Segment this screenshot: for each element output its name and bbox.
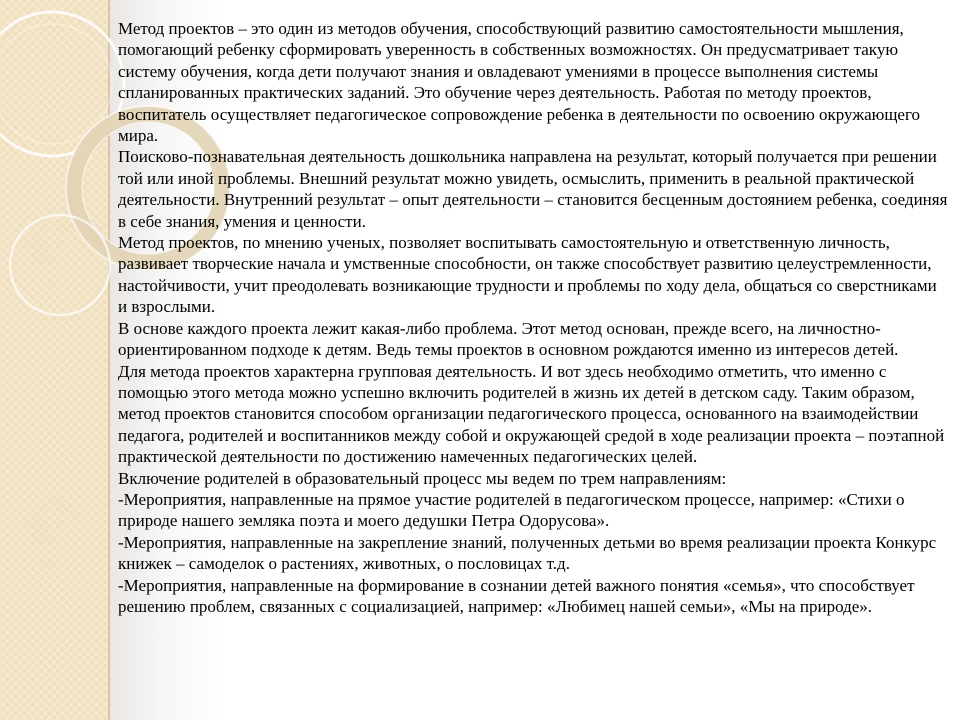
paragraph-family-concept: -Мероприятия, направленные на формирование в сознании детей важного понятия «семья», что способствует решению проблем, связанных с социализацией, например: «Любимец нашей семьи», «Мы на природе». bbox=[118, 575, 915, 616]
paragraph-project-problem: В основе каждого проекта лежит какая-либо проблема. Этот метод основан, прежде всего, на личностно-ориентированном подходе к детям. Ведь темы проектов в основном рождаются именно из интересов детей. bbox=[118, 318, 899, 360]
document-text bbox=[118, 18, 948, 718]
paragraph-search-cognitive-activity: Поисково-познавательная деятельность дошкольника направлена на результат, который получается при решении той или иной проблемы. Внешний результат можно увидеть, осмыслить, применить в реальной практической деятельности. Внутренний результат – опыт деятельности – становится бесценным достоянием ребенка, соединяя в себе знания, умения и ценности. bbox=[118, 147, 948, 231]
paragraph-scientists-opinion: Метод проектов, по мнению ученых, позволяет воспитывать самостоятельную и ответственную личность, развивает творческие начала и умственные способности, он также способствует развитию целеустремленности, настойчивости, учит преодолевать возникающие трудности и проблемы по ходу дела, общаться со сверстниками и взрослыми. bbox=[118, 233, 937, 317]
paragraph-knowledge-consolidation: -Мероприятия, направленные на закрепление знаний, полученных детьми во время реализации проекта Конкурс книжек – самоделок о растениях, животных, о пословицах т.д. bbox=[118, 532, 937, 574]
paragraph-direct-participation: -Мероприятия, направленные на прямое участие родителей в педагогическом процессе, например: «Стихи о природе нашего земляка поэта и моего дедушки Петра Одорусова». bbox=[118, 489, 905, 531]
paragraph-project-method-definition: Метод проектов – это один из методов обучения, способствующий развитию самостоятельности мышления, помогающий ребенку сформировать уверенность в собственных возможностях. Он предусматривает такую систему обучения, когда дети получают знания и овладевают умениями в процессе выполнения системы спланированных практических заданий. Это обучение через деятельность. Работая по методу проектов, воспитатель осуществляет педагогическое сопровождение ребенка в деятельности по освоению окружающего мира. bbox=[118, 19, 921, 146]
paragraph-group-activity: Для метода проектов характерна групповая деятельность. И вот здесь необходимо отметить, что именно с помощью этого метода можно успешно включить родителей в жизнь их детей в детском саду. Таким образом, метод проектов становится способом организации педагогического процесса, основанного на взаимодействии педагога, родителей и воспитанников между собой и окружающей средой в ходе реализации проекта – поэтапной практической деятельности по достижению намеченных педагогических целей. bbox=[118, 361, 945, 467]
paragraph-parents-inclusion: Включение родителей в образовательный процесс мы ведем по трем направлениям: bbox=[118, 468, 727, 488]
